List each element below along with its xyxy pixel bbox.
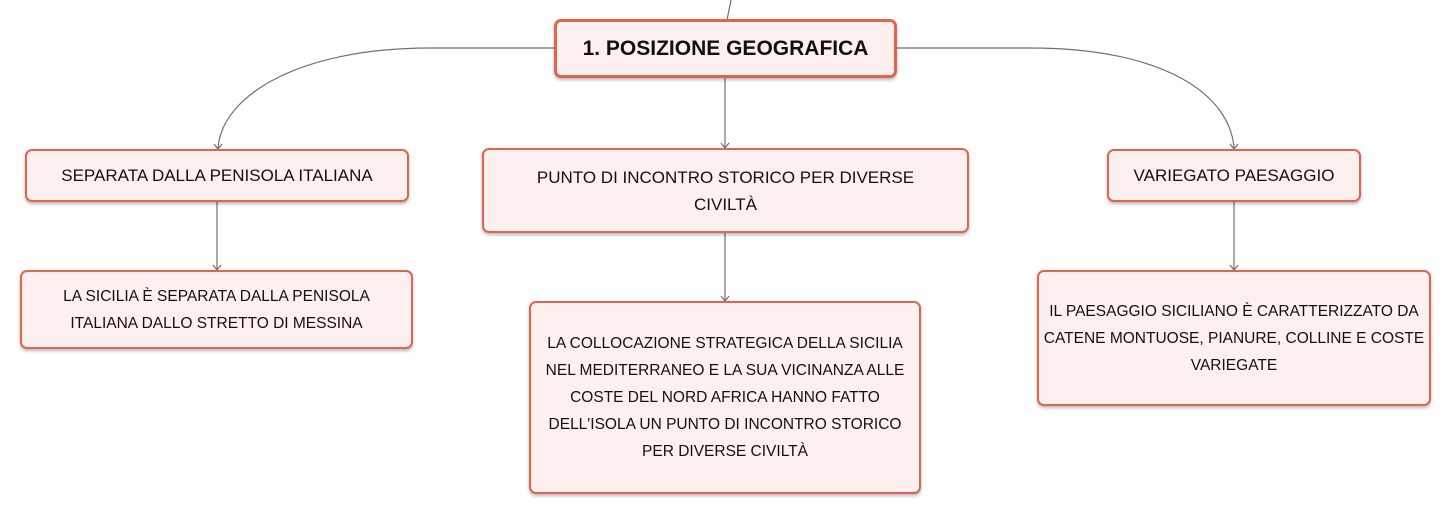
connector-incoming <box>727 0 731 20</box>
root-node-label: 1. POSIZIONE GEOGRAFICA <box>582 36 869 60</box>
branch-node-variegato-paesaggio[interactable] <box>1107 149 1361 202</box>
detail-node-text: LA SICILIA È SEPARATA DALLA PENISOLA ITALIANA DALLO STRETTO DI MESSINA <box>63 287 370 332</box>
connector-root-to-branch-3 <box>896 48 1234 148</box>
branch-node-punto-di-incontro[interactable] <box>482 148 969 233</box>
detail-node-separata[interactable] <box>20 270 413 349</box>
detail-node-variegato-paesaggio[interactable] <box>1037 270 1431 406</box>
detail-node-text: IL PAESAGGIO SICILIANO È CARATTERIZZATO DA CATENE MONTUOSE, PIANURE, COLLINE E COSTE VARIEGATE <box>1043 302 1425 374</box>
root-node[interactable] <box>554 19 897 78</box>
branch-node-label: SEPARATA DALLA PENISOLA ITALIANA <box>61 166 373 185</box>
connector-root-to-branch-1 <box>218 48 555 148</box>
branch-node-label: VARIEGATO PAESAGGIO <box>1133 166 1335 185</box>
branch-node-label: PUNTO DI INCONTRO STORICO PER DIVERSE CIVILTÀ <box>536 167 915 214</box>
detail-node-text: LA COLLOCAZIONE STRATEGICA DELLA SICILIA NEL MEDITERRANEO E LA SUA VICINANZA ALLE COSTE DEL NORD AFRICA HANNO FATTO DELL'ISOLA UN PUNTO DI INCONTRO STORICO PER DIVERSE CIVILTÀ <box>545 335 905 460</box>
branch-node-separata[interactable] <box>25 149 409 202</box>
detail-node-punto-di-incontro[interactable] <box>529 301 921 494</box>
